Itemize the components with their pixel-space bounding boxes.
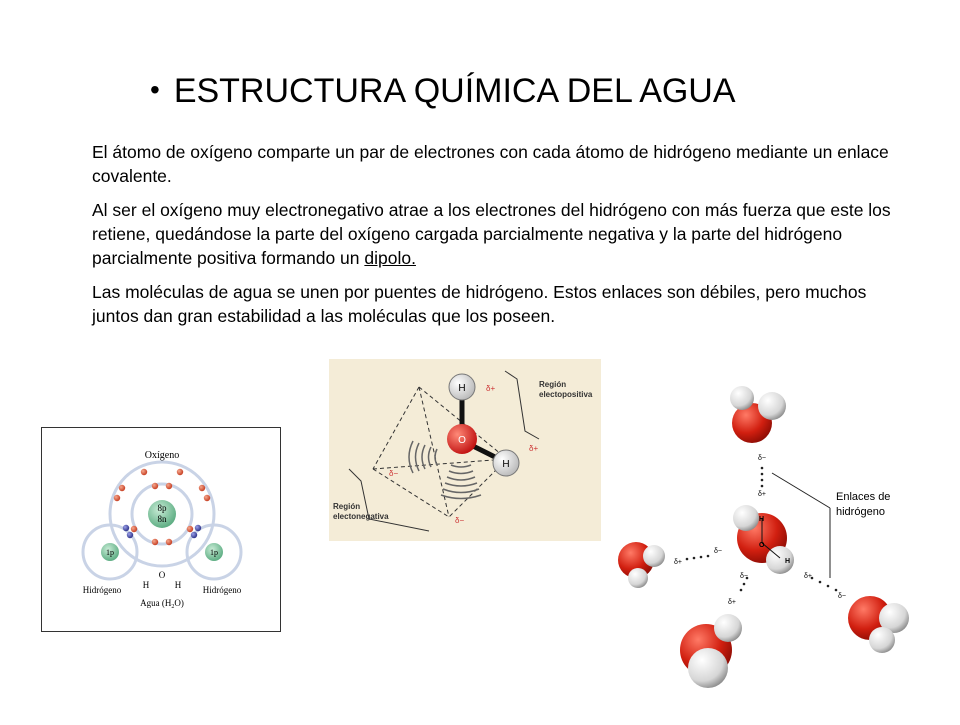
atom-orbital-svg xyxy=(42,428,280,631)
oxygen-label: O xyxy=(458,435,466,446)
formula-h-left: H xyxy=(142,580,150,590)
delta-minus-right: δ− xyxy=(838,593,846,600)
delta-plus-top: δ+ xyxy=(758,491,766,498)
atom-orbital-diagram xyxy=(41,427,281,632)
hydrogen-left-label: Hidrógeno xyxy=(82,585,122,595)
water-molecule-left xyxy=(618,542,665,588)
region-negative-line1: Región xyxy=(333,502,361,511)
delta-plus-bottom: δ+ xyxy=(728,599,736,606)
title-text: ESTRUCTURA QUÍMICA DEL AGUA xyxy=(173,72,736,110)
hydrogen-bonds-diagram xyxy=(612,378,960,720)
delta-plus-right: δ+ xyxy=(804,573,812,580)
water-molecule-right xyxy=(848,596,909,653)
center-h-top: H xyxy=(759,516,765,523)
dipole-link[interactable]: dipolo. xyxy=(364,248,416,268)
dipole-diagram xyxy=(329,359,601,541)
paragraph-dipole xyxy=(92,198,892,270)
formula-o: O xyxy=(158,570,166,580)
paragraph-dipole-text: Al ser el oxígeno muy electronegativo atrae a los electrones del hidrógeno con más fuerza que este los retiene, quedándose la parte del oxígeno cargada parcialmente negativa y la parte del hidrógeno parcialmente positiva formando un xyxy=(92,200,891,268)
delta-minus-top: δ− xyxy=(758,455,766,462)
region-negative-line2: electonegativa xyxy=(333,512,389,521)
hydrogen-top-label: H xyxy=(458,383,466,394)
water-molecule-top xyxy=(730,386,786,443)
delta-plus-left: δ+ xyxy=(674,559,682,566)
region-positive-line1: Región xyxy=(539,380,567,389)
paragraph-hydrogen-bonds: Las moléculas de agua se unen por puentes de hidrógeno. Estos enlaces son débiles, pero muchos juntos dan gran estabilidad a las moléculas que los poseen. xyxy=(92,282,867,326)
water-molecule-bottom xyxy=(680,614,742,688)
negative-region-bracket xyxy=(349,469,429,531)
oxygen-label: Oxígeno xyxy=(144,450,180,461)
formula-h-right: H xyxy=(174,580,182,590)
title-bullet: • xyxy=(150,74,160,105)
delta-minus-left: δ− xyxy=(389,469,399,478)
hydrogen-right-proton: 1p xyxy=(210,548,218,557)
hbond-label-line2: hidrógeno xyxy=(836,506,885,518)
delta-minus-left: δ− xyxy=(714,548,722,555)
oxygen-protons: 8p xyxy=(157,503,167,513)
hydrogen-left-proton: 1p xyxy=(106,548,114,557)
positive-region-bracket xyxy=(505,371,539,439)
delta-minus-bottom: δ− xyxy=(455,516,465,525)
hydrogen-bonds-svg xyxy=(612,378,960,720)
paragraph-covalent-bond: El átomo de oxígeno comparte un par de electrones con cada átomo de hidrógeno mediante un enlace covalente. xyxy=(92,142,889,186)
delta-plus-right: δ+ xyxy=(529,444,539,453)
slide-title xyxy=(150,68,850,113)
water-caption: Agua $(H_2O)$ xyxy=(140,598,184,610)
hydrogen-right-label: H xyxy=(502,459,510,470)
region-positive-line2: electopositiva xyxy=(539,390,593,399)
center-o: O xyxy=(759,542,765,549)
dipole-svg xyxy=(329,359,601,541)
delta-minus-bottom: δ− xyxy=(740,573,748,580)
delta-plus-top: δ+ xyxy=(486,384,496,393)
hbond-label-line1: Enlaces de xyxy=(836,491,891,503)
hydrogen-right-label: Hidrógeno xyxy=(202,585,242,595)
body-text xyxy=(92,140,892,338)
oxygen-neutrons: 8n xyxy=(157,514,167,524)
center-h-right: H xyxy=(785,558,791,565)
